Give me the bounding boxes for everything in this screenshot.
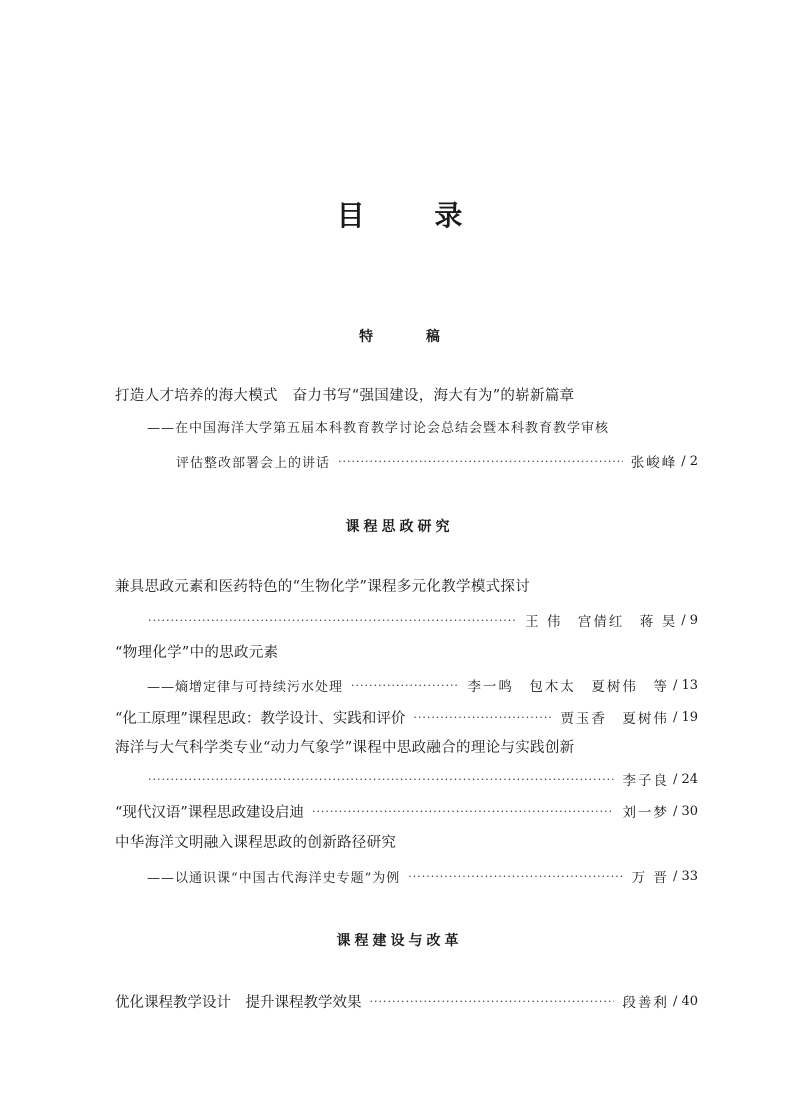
toc-entry-author: 张峻峰: [630, 455, 678, 471]
toc-entry-subtitle-line1: ——在中国海洋大学第五届本科教育教学讨论会总结会暨本科教育教学审核: [147, 421, 610, 436]
toc-entry-page: / 2: [681, 453, 698, 469]
toc-entry-page: / 13: [672, 677, 698, 693]
toc-entry-subtitle: ——熵增定律与可持续污水处理: [147, 679, 344, 695]
section-heading-course: 课程建设与改革: [336, 933, 463, 949]
toc-entry-ideology-3[interactable]: [115, 706, 698, 728]
toc-entry-ideology-1[interactable]: [0, 576, 799, 598]
toc-entry-page: / 30: [672, 803, 698, 819]
toc-entry-title: 海洋与大气科学类专业“动力气象学”课程中思政融合的理论与实践创新: [115, 740, 575, 756]
section-heading-special: 特 稿: [359, 329, 464, 345]
toc-entry-page: / 24: [672, 771, 698, 787]
toc-entry-page: / 9: [681, 612, 698, 628]
toc-entry-subtitle: ——以通识课“中国古代海洋史专题”为例: [147, 870, 401, 886]
leader-dots: [148, 773, 614, 786]
toc-entry-special-1[interactable]: [0, 385, 799, 407]
toc-entry-ideology-2[interactable]: [0, 642, 799, 664]
toc-entry-leader-row: [148, 768, 698, 790]
page-title: 目 录: [336, 199, 493, 232]
leader-dots: [148, 614, 517, 627]
leader-dots: [413, 711, 552, 724]
toc-entry-course-1[interactable]: [115, 990, 698, 1012]
toc-entry-page: / 33: [672, 868, 698, 884]
leader-dots: [370, 995, 615, 1008]
toc-entry-author: 李子良: [622, 773, 669, 789]
toc-entry-title: 兼具思政元素和医药特色的“生物化学”课程多元化教学模式探讨: [115, 579, 531, 595]
toc-entry-title: 中华海洋文明融入课程思政的创新路径研究: [115, 835, 397, 851]
toc-entry-title: “物理化学”中的思政元素: [115, 645, 279, 661]
toc-entry-author: 李一鸣 包木太 夏树伟 等: [467, 679, 669, 695]
toc-entry-author: 贾玉香 夏树伟: [560, 711, 669, 727]
toc-entry-ideology-4[interactable]: [0, 737, 799, 759]
toc-entry-author: 刘一梦: [622, 805, 669, 821]
leader-dots: [338, 455, 623, 468]
toc-entry-author: 万 晋: [631, 870, 669, 886]
toc-entry-title: “现代汉语”课程思政建设启迪: [115, 804, 304, 821]
toc-entry-author: 王 伟 宫倩红 蒋 昊: [525, 614, 678, 630]
toc-entry-page: / 40: [672, 993, 698, 1009]
toc-entry-leader-row: [147, 674, 698, 696]
toc-entry-title: 打造人才培养的海大模式 奋力书写“强国建设，海大有为”的崭新篇章: [115, 388, 575, 404]
section-heading-ideology: 课程思政研究: [345, 519, 454, 535]
toc-entry-subtitle: [0, 418, 799, 440]
toc-entry-leader-row: [148, 609, 698, 631]
toc-entry-title: 优化课程教学设计 提升课程教学效果: [115, 994, 362, 1011]
toc-entry-author: 段善利: [622, 995, 669, 1011]
toc-entry-subtitle-line2: 评估整改部署会上的讲话: [176, 455, 331, 471]
toc-entry-page: / 19: [672, 709, 698, 725]
toc-entry-leader-row: [176, 450, 698, 472]
leader-dots: [351, 679, 459, 692]
toc-entry-title: “化工原理”课程思政：教学设计、实践和评价: [115, 710, 406, 727]
toc-entry-ideology-5[interactable]: [115, 800, 698, 822]
toc-entry-leader-row: [147, 865, 698, 887]
toc-entry-ideology-6[interactable]: [0, 832, 799, 854]
leader-dots: [312, 805, 615, 818]
leader-dots: [408, 870, 623, 883]
